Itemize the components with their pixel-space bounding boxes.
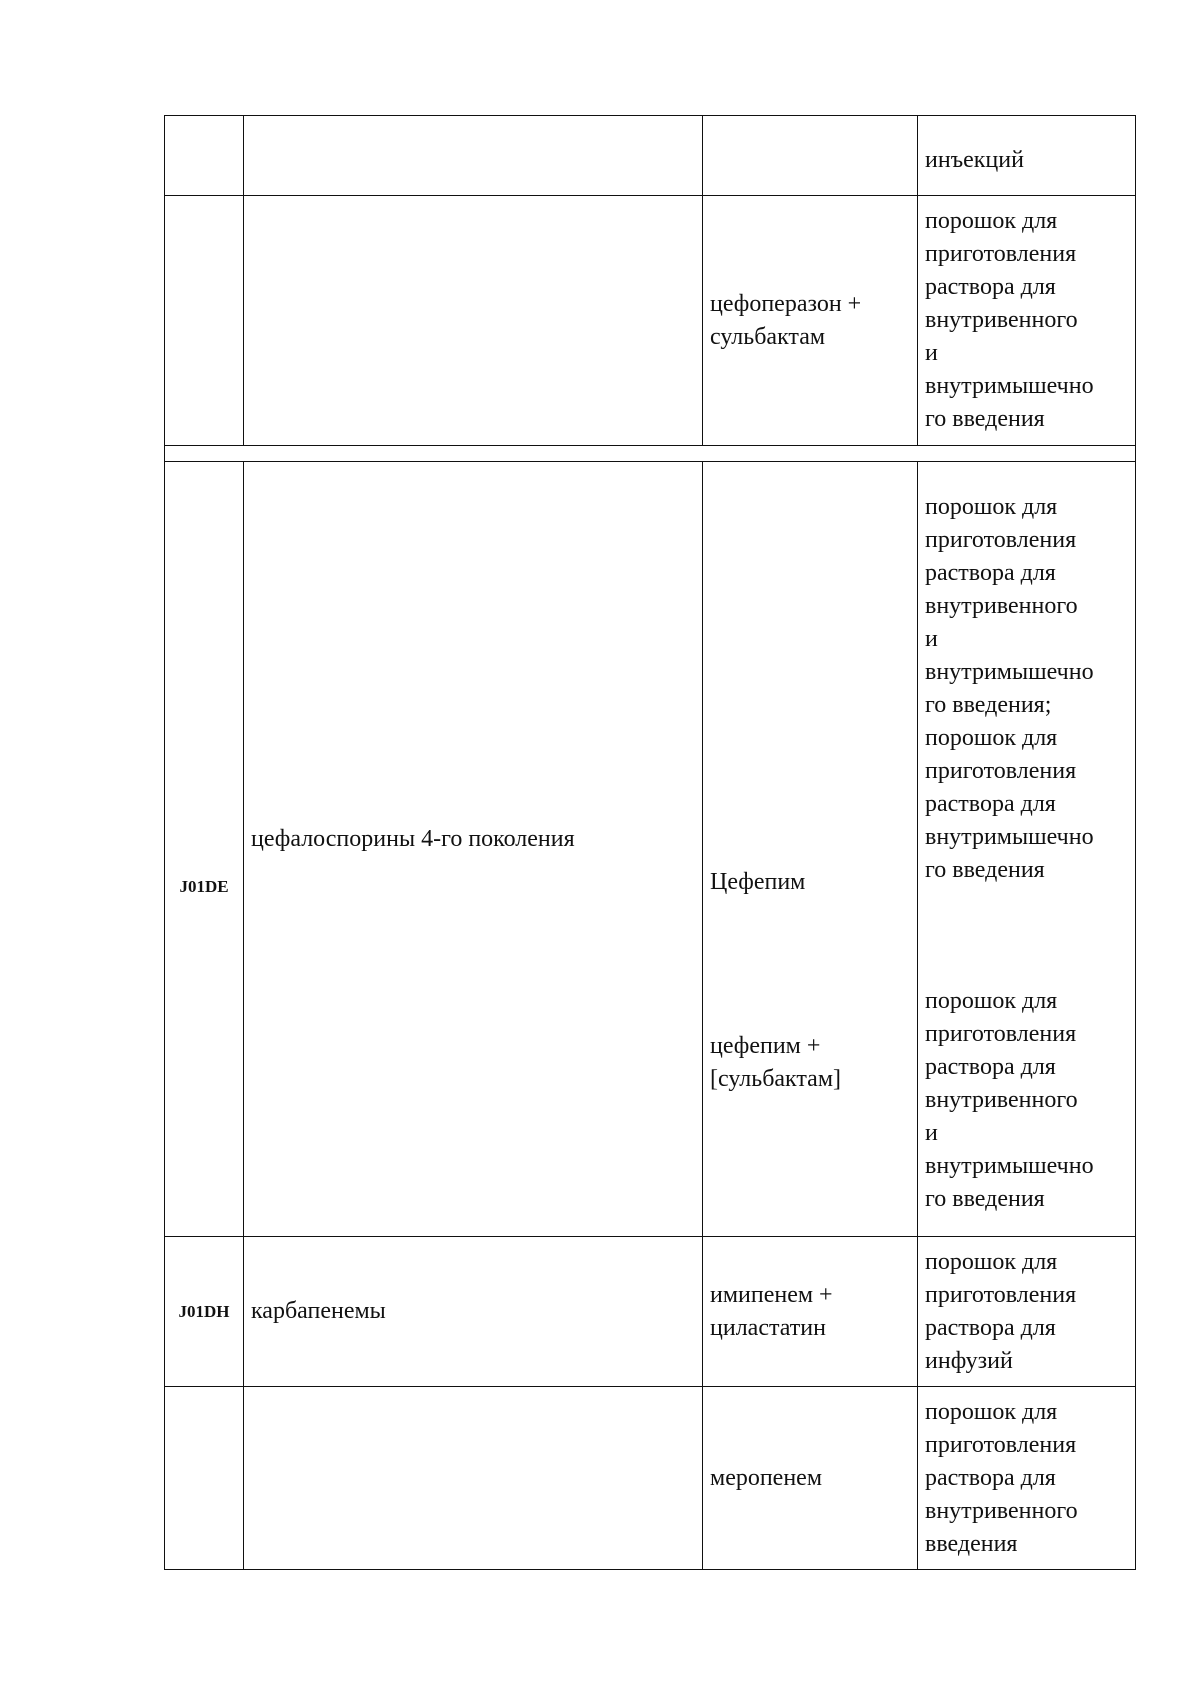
dosage-form-line: внутримышечно — [925, 659, 1094, 685]
dosage-form-line: приготовления — [925, 1431, 1077, 1458]
dosage-form-cell — [918, 462, 1136, 1237]
dosage-form-line: внутримышечно — [925, 824, 1094, 850]
dosage-form-line: приготовления — [925, 527, 1077, 553]
drug-name-line: цефоперазон + — [710, 290, 862, 317]
table-row — [165, 462, 1136, 1237]
dosage-form-line: раствора для — [925, 1464, 1056, 1491]
dosage-form-line: го введения — [925, 857, 1045, 883]
table-row — [165, 1387, 1136, 1570]
dosage-form-line: го введения; — [925, 692, 1052, 718]
spacer-cell — [165, 446, 1136, 462]
table-row — [165, 196, 1136, 446]
group-cell: карбапенемы — [244, 1237, 703, 1387]
dosage-form-line: приготовления — [925, 1281, 1077, 1308]
dosage-form-cell — [918, 196, 1136, 446]
drug-cell — [703, 1237, 918, 1387]
dosage-form-cell — [918, 116, 1136, 196]
drug-name-line: меропенем — [710, 1464, 823, 1491]
dosage-form-line: порошок для — [925, 494, 1058, 520]
dosage-form-line: порошок для — [925, 208, 1058, 234]
dosage-form-line: раствора для — [925, 791, 1056, 817]
group-cell: цефалоспорины 4-го поколения — [244, 462, 703, 1237]
drug-name-line: цефепим + — [710, 1033, 821, 1059]
drug-name-line: имипенем + — [710, 1281, 833, 1308]
drug-name-line: сульбактам — [710, 323, 826, 350]
dosage-form-line: внутривенного — [925, 593, 1078, 619]
dosage-form-line: инфузий — [925, 1347, 1013, 1374]
dosage-form-line: го введения — [925, 1186, 1045, 1212]
dosage-form-line: приготовления — [925, 241, 1077, 267]
dosage-form-line: порошок для — [925, 1248, 1058, 1275]
dosage-form-line: раствора для — [925, 274, 1056, 300]
dosage-form-line: внутривенного — [925, 1497, 1078, 1524]
table-row — [165, 1237, 1136, 1387]
dosage-form-cell — [918, 1387, 1136, 1570]
group-cell — [244, 196, 703, 446]
drug-table — [164, 115, 1136, 1570]
dosage-form-line: инъекций — [925, 146, 1024, 173]
dosage-form-line: внутривенного — [925, 1087, 1078, 1113]
dosage-form-line: приготовления — [925, 1021, 1077, 1047]
dosage-form-line: порошок для — [925, 1398, 1058, 1425]
drug-name-line: Цефепим — [710, 869, 806, 895]
table-row — [165, 116, 1136, 196]
dosage-form-line: порошок для — [925, 988, 1058, 1014]
drug-cell — [703, 196, 918, 446]
dosage-form-line: порошок для — [925, 725, 1058, 751]
dosage-form-line: введения — [925, 1530, 1018, 1557]
group-cell — [244, 1387, 703, 1570]
dosage-form-line: раствора для — [925, 1054, 1056, 1080]
dosage-form-cell — [918, 1237, 1136, 1387]
atc-code-cell — [165, 116, 244, 196]
dosage-form-line: внутримышечно — [925, 373, 1094, 399]
dosage-form-line: го введения — [925, 406, 1045, 432]
drug-cell — [703, 462, 918, 1237]
table-spacer-row — [165, 446, 1136, 462]
drug-name-line: [сульбактам] — [710, 1066, 842, 1092]
atc-code-cell — [165, 196, 244, 446]
atc-code-cell: J01DH — [165, 1237, 244, 1387]
drug-cell — [703, 116, 918, 196]
dosage-form-line: и — [925, 1120, 938, 1146]
atc-code-cell — [165, 1387, 244, 1570]
atc-code-cell: J01DE — [165, 462, 244, 1237]
dosage-form-line: раствора для — [925, 1314, 1056, 1341]
dosage-form-line: раствора для — [925, 560, 1056, 586]
group-cell — [244, 116, 703, 196]
dosage-form-line: и — [925, 340, 938, 366]
drug-cell — [703, 1387, 918, 1570]
dosage-form-line: и — [925, 626, 938, 652]
dosage-form-line: приготовления — [925, 758, 1077, 784]
dosage-form-line: внутримышечно — [925, 1153, 1094, 1179]
dosage-form-line: внутривенного — [925, 307, 1078, 333]
drug-name-line: циластатин — [710, 1314, 826, 1341]
